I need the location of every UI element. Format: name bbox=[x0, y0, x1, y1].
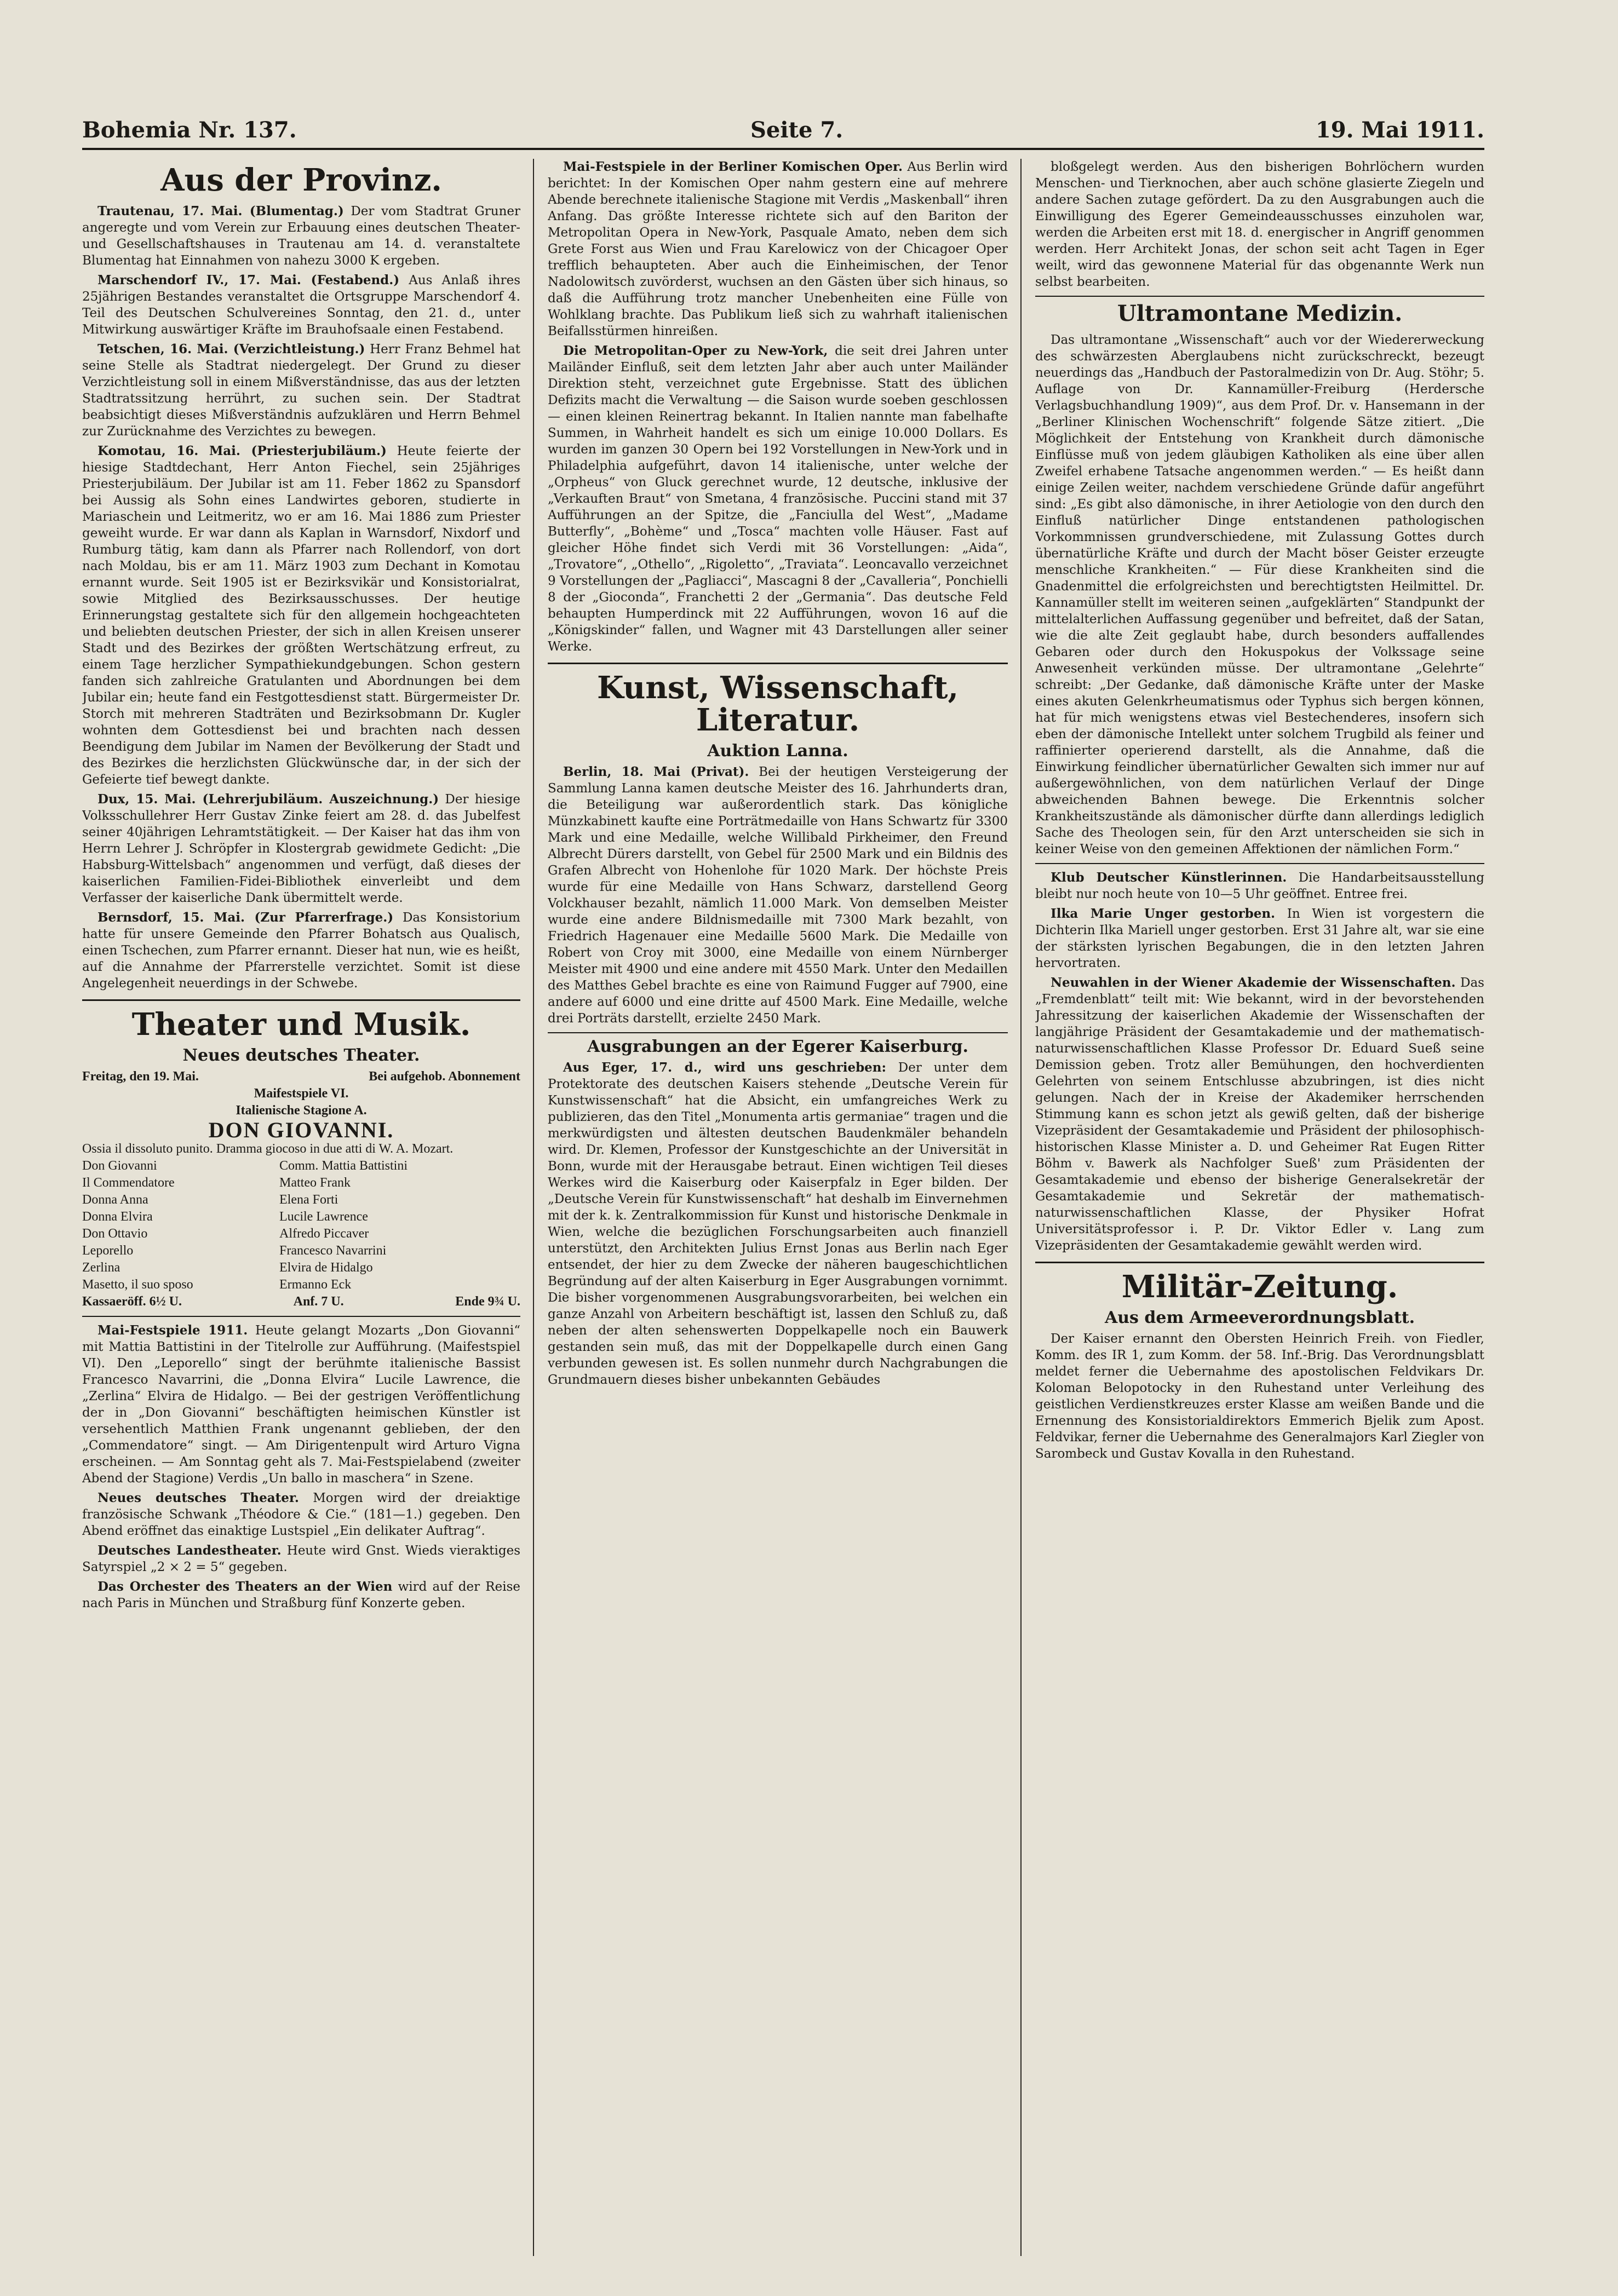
article-text: Die Handarbeitsausstellung bleibt nur noch heute von 10—5 Uhr geöffnet. Entree frei. bbox=[1035, 871, 1484, 901]
article-paragraph bbox=[1035, 870, 1484, 902]
divider bbox=[548, 1032, 1008, 1033]
militaer-article bbox=[1035, 1331, 1484, 1462]
article-paragraph bbox=[548, 159, 1008, 339]
article-lead: Ilka Marie Unger gestorben. bbox=[1051, 906, 1276, 921]
cast-actor: Ermanno Eck bbox=[279, 1277, 352, 1292]
start-time: Anf. 7 U. bbox=[293, 1294, 344, 1309]
article-paragraph bbox=[1035, 906, 1484, 971]
ausgrabungen-text: Der unter dem Protektorate des deutschen Kaisers stehende „Deutsche Verein für Kunstwissenschaft“ hat die Absicht, ein umfangreiches Werk zu publizieren, das den Titel „Monumenta artis germaniae“ tragen und die merkwürdigsten und ältesten deutschen Baudenkmäler behandeln wird. Dr. Klemen, Professor der Kunstgeschichte an der Universität in Bonn, wurde mit der Herausgabe betraut. Einen wichtigen Teil dieses Werkes wird die Kaiserburg oder Kaiserpfalz in Eger bilden. Der „Deutsche Verein für Kunstwissenschaft“ hat deshalb im Einvernehmen mit der k. k. Zentralkommission für Kunst und historische Denkmale in Wien, welche die bezüglichen Forschungsarbeiten auch finanziell unterstützt, den Architekten Julius Ernst Jonas aus Berlin nach Eger entsendet, der hier zu dem Zwecke der näheren baugeschichtlichen Begründung auf der alten Kaiserburg in Eger Ausgrabungen vornimmt. Die bisher vorgenommenen Ausgrabungsvorarbeiten, bei welchen ein ganze Anzahl von Arbeitern beschäftigt ist, lassen den Schluß zu, daß neben der alten sehenswerten Doppelkapelle noch ein Bauwerk gestanden sein muß, das mit der Doppelkapelle durch einen Gang verbunden gewesen ist. Es sollen nunmehr durch Nachgrabungen die Grundmauern dieses bisher unbekannten Gebäudes bbox=[548, 1060, 1008, 1387]
article-lead: Das Orchester des Theaters an der Wien bbox=[97, 1579, 393, 1594]
article-text: die seit drei Jahren unter Mailänder Einfluß, seit dem letzten Jahr aber auch unter Mailänder Direktion steht, verzeichnet gute Ergebnisse. Statt des üblichen Defizits macht die Verwaltung — die Saison wurde soeben geschlossen — einen kleinen Reinertrag bekannt. In Italien nannte man fabelhafte Summen, in Wahrheit handelt es sich um einige 10.000 Dollars. Es wurden im ganzen 30 Opern bei 192 Vorstellungen in New-York und in Philadelphia aufgeführt, davon 14 italienische, unter welche der „Orpheus“ von Gluck gerechnet wurde, 12 deutsche, inklusive der „Verkauften Braut“ von Smetana, 4 französische. Puccini stand mit 37 Aufführungen an der Spitze, die „Fanciulla del West“, „Madame Butterfly“, „Bohème“ und „Tosca“ machten volle Häuser. Fast auf gleicher Höhe findet sich Verdi mit 36 Vorstellungen: „Aida“, „Trovatore“, „Othello“, „Rigoletto“, „Traviata“. Leoncavallo verzeichnet 9 Vorstellungen der „Pagliacci“, Mascagni 8 der „Cavalleria“, Ponchielli 8 der „Gioconda“, Franchetti 2 der „Germania“. Das deutsche Feld behaupten Humperdinck mit 22 Aufführungen, wovon 16 auf die „Königskinder“ fallen, und Wagner mit 43 Darstellungen aller seiner Werke. bbox=[548, 344, 1008, 654]
playbill-festival: Maifestspiele VI. bbox=[254, 1086, 349, 1101]
article-lead: Trautenau, 17. Mai. (Blumentag.) bbox=[97, 203, 344, 218]
auktion-lead: Berlin, 18. Mai (Privat). bbox=[563, 764, 749, 779]
article-lead: Bernsdorf, 15. Mai. (Zur Pfarrerfrage.) bbox=[97, 910, 394, 925]
cast-actor: Comm. Mattia Battistini bbox=[279, 1158, 408, 1173]
article-lead: Die Metropolitan-Oper zu New-York, bbox=[563, 343, 828, 358]
divider bbox=[1035, 1262, 1484, 1263]
militaer-subtitle: Aus dem Armeeverordnungsblatt. bbox=[1104, 1308, 1415, 1327]
ausgrabungen-lead: Aus Eger, 17. d., wird uns geschrieben: bbox=[563, 1060, 887, 1075]
cast-actor: Lucile Lawrence bbox=[279, 1209, 368, 1224]
article-text: Morgen wird der dreiaktige französische Schwank „Théodore & Cie.“ (181—1.) gegeben. Den Abend eröffnet das einaktige Lustspiel „Ein delikater Auftrag“. bbox=[82, 1491, 520, 1538]
militaer-text: Der Kaiser ernannt den Obersten Heinrich Freih. von Fiedler, Komm. des IR 1, zum Komm. der 58. Inf.-Brig. Das Verordnungsblatt meldet ferner die Uebernahme des apostolischen Feldvikars Dr. Koloman Belopotocky in den Ruhestand unter Verleihung des geistlichen Verdienstkreuzes erster Klasse am weißen Bande und die Ernennung des Konsistorialdirektors Emmerich Bjelik zum Apost. Feldvikar, ferner die Uebernahme des Generalmajors Karl Ziegler von Sarombeck und Gustav Kovalla in den Ruhestand. bbox=[1035, 1331, 1484, 1461]
article-text: Herr Franz Behmel hat seine Stelle als Stadtrat niedergelegt. Der Grund zu dieser Verzichtleistung soll in einem Mißverständnisse, das aus der letzten Stadtratssitzung herrührt, zu suchen sein. Der Stadtrat beabsichtigt dieses Mißverständnis aufzuklären und Herrn Behmel zur Zurücknahme des Verzichtes zu bewegen. bbox=[82, 342, 520, 439]
article-paragraph bbox=[82, 1543, 520, 1575]
cast-row bbox=[82, 1276, 520, 1293]
page-number: Seite 7. bbox=[750, 117, 844, 143]
article-lead: Neuwahlen in der Wiener Akademie der Wissenschaften. bbox=[1051, 975, 1456, 990]
article-text: Das „Fremdenblatt“ teilt mit: Wie bekannt, wird in der bevorstehenden Jahressitzung der kaiserlichen Akademie der Wissenschaften der langjährige Präsident der Gesamtakademie und der mathematisch-naturwissenschaftlichen Klasse Professor Dr. Eduard Sueß seine Demission geben. Trotz aller Bemühungen, den hochverdienten Gelehrten von seinem Entschlusse abzubringen, ist dies nicht gelungen. Nach der in Kreise der Akademiker herrschenden Stimmung kann es schon jetzt als gewiß gelten, daß der bisherige Vizepräsident der Gesamtakademie und Präsident der philosophisch-historischen Klasse Minister a. D. und Geheimer Rat Eugen Ritter Böhm v. Bawerk als Nachfolger Sueß' zum Präsidenten der Gesamtakademie und ebenso der bisherige Generalsekretär der Gesamtakademie und Sekretär der mathematisch-naturwissenschaftlichen Klasse, der Physiker Hofrat Universitätsprofessor i. P. Dr. Viktor Edler v. Lang zum Vizepräsidenten der Gesamtakademie gewählt werden wird. bbox=[1035, 976, 1484, 1253]
divider bbox=[82, 999, 520, 1001]
playbill bbox=[82, 1068, 520, 1310]
cast-actor: Matteo Frank bbox=[279, 1175, 351, 1190]
cast-role: Donna Anna bbox=[82, 1192, 148, 1207]
playbill-times bbox=[82, 1293, 520, 1310]
article-text: Aus Berlin wird berichtet: In der Komischen Oper nahm gestern eine auf mehrere Abende berechnete italienische Stagione mit Verdis „Maskenball“ ihren Anfang. Das größte Interesse richtete sich auf den Bariton der Metropolitan Opera in New-York, Pasquale Amato, neben dem sich Grete Forst aus Wien und Frau Karelowicz von der Chicagoer Oper trefflich behaupteten. Aber auch die Einheimischen, der Tenor Nadolowitsch zuvörderst, wuchsen an den Gästen über sich hinaus, so daß die Aufführung trotz mancher Unebenheiten eine Fülle von Wohlklang brachte. Das Publikum ließ sich zu wahrhaft italienischen Beifallsstürmen hinreißen. bbox=[548, 160, 1008, 338]
ausgrabungen-title: Ausgrabungen an der Egerer Kaiserburg. bbox=[587, 1037, 968, 1056]
article-text: Heute feierte der hiesige Stadtdechant, Herr Anton Fiechel, sein 25jähriges Priesterjubiläum. Der Jubilar ist am 11. Feber 1862 zu Spansdorf bei Aussig als Sohn eines Landwirtes geboren, studierte in Mariaschein und Leitmeritz, wo er am 16. Mai 1886 zum Priester geweiht wurde. Er war dann als Kaplan in Warnsdorf, Nixdorf und Rumburg tätig, kam dann als Pfarrer nach Rollendorf, von dort nach Moldau, bis er am 11. März 1903 zum Dechant in Komotau ernannt wurde. Seit 1905 ist er Bezirksvikär und Konsistorialrat, sowie Mitglied des Bezirksausschusses. Der heutige Erinnerungstag gestaltete sich für den allgemein hochgeachteten und beliebten deutschen Priester, der sich in allen Kreisen unserer Stadt und des Bezirkes der größten Wertschätzung erfreut, zu einem Tage herzlicher Sympathiekundgebungen. Schon gestern fanden sich zahlreiche Gratulanten und Abordnungen bei dem Jubilar ein; heute fand ein Festgottesdienst statt. Bürgermeister Dr. Storch mit mehreren Stadträten und Bezirksobmann Dr. Kugler wohnten dem Gottesdienst bei und brachten nach dessen Beendigung dem Jubilar im Namen der Bevölkerung der Stadt und des Bezirkes die herzlichsten Glückwünsche dar, in der sich der Gefeierte tief bewegt dankte. bbox=[82, 444, 520, 787]
article-paragraph bbox=[82, 791, 520, 906]
article-paragraph bbox=[82, 272, 520, 338]
article-lead: Deutsches Landestheater. bbox=[97, 1543, 282, 1558]
cast-actor: Francesco Navarrini bbox=[279, 1243, 387, 1258]
cast-row bbox=[82, 1259, 520, 1276]
article-paragraph bbox=[82, 203, 520, 269]
article-text: Das Konsistorium hatte für unsere Gemeinde den Pfarrer Bohatsch aus Qualisch, einen Tschechen, zum Pfarrer ernannt. Dieser hat nun, wie es heißt, auf die Annahme der Pfarrerstelle verzichtet. Somit ist diese Angelegenheit neuerdings in der Schwebe. bbox=[82, 910, 520, 991]
cast-row bbox=[82, 1175, 520, 1192]
article-paragraph bbox=[82, 1490, 520, 1539]
end-time: Ende 9¾ U. bbox=[455, 1294, 520, 1309]
section-title-provinz: Aus der Provinz. bbox=[160, 162, 442, 198]
auktion-text: Bei der heutigen Versteigerung der Sammlung Lanna kamen deutsche Meister des 16. Jahrhunderts dran, die Beteiligung war außerordentlich stark. Das königliche Münzkabinett kaufte eine Porträtmedaille von Hans Schwartz für 3300 Mark und eine Medaille, welche Willibald Pirkheimer, den Freund Albrecht Dürers darstellt, von Gebel für 2500 Mark und ein Bildnis des Grafen Albrecht von Hohenlohe für 1020 Mark. Der höchste Preis wurde für eine Medaille von Hans Schwarz, darstellend Georg Volckhauser bezahlt, nämlich 11.000 Mark. Von demselben Meister wurde eine andere Bildnismedaille mit 7300 Mark bezahlt, von Friedrich Hagenauer eine Medaille 5600 Mark. Die Medaille von Robert von Croy mit 3000, eine Medaille von einem Nürnberger Meister mit 4900 und eine andere mit 4550 Mark. Unter den Medaillen des Matthes Gebel brachte es eine von Raimund Fugger auf 7900, eine andere auf 6000 und eine dritte auf 4500 Mark. Eine Medaille, welche drei Porträts darstellt, erzielte 2450 Mark. bbox=[548, 764, 1008, 1026]
article-lead: Mai-Festspiele 1911. bbox=[97, 1322, 248, 1338]
ausgrabungen-continuation bbox=[1035, 159, 1484, 290]
playbill-opera: DON GIOVANNI. bbox=[208, 1117, 394, 1142]
article-lead: Mai-Festspiele in der Berliner Komischen Oper. bbox=[563, 159, 903, 174]
ultramontane-article bbox=[1035, 332, 1484, 858]
article-lead: Neues deutsches Theater. bbox=[97, 1490, 299, 1505]
cast-row bbox=[82, 1192, 520, 1209]
cast-row bbox=[82, 1158, 520, 1175]
cast-role: Donna Elvira bbox=[82, 1209, 153, 1224]
article-lead: Tetschen, 16. Mai. (Verzichtleistung.) bbox=[97, 341, 365, 356]
article-paragraph bbox=[82, 1579, 520, 1612]
article-lead: Dux, 15. Mai. (Lehrerjubiläum. Auszeichnung.) bbox=[97, 791, 439, 807]
article-lead: Komotau, 16. Mai. (Priesterjubiläum.) bbox=[97, 443, 387, 458]
article-paragraph bbox=[1035, 975, 1484, 1254]
article-paragraph bbox=[82, 1322, 520, 1487]
cast-actor: Elena Forti bbox=[279, 1192, 338, 1207]
article-lead: Klub Deutscher Künstlerinnen. bbox=[1051, 870, 1287, 885]
section-title-theater: Theater und Musik. bbox=[131, 1006, 471, 1043]
cast-row bbox=[82, 1209, 520, 1225]
ultramontane-title: Ultramontane Medizin. bbox=[1117, 301, 1403, 326]
column-rule-1 bbox=[533, 159, 534, 2256]
article-paragraph bbox=[1035, 159, 1484, 290]
column-3 bbox=[1035, 159, 1484, 2256]
theater-subtitle: Neues deutsches Theater. bbox=[182, 1045, 420, 1065]
article-text: Heute gelangt Mozarts „Don Giovanni“ mit Mattia Battistini in der Titelrolle zur Aufführung. (Maifestspiel VI). Den „Leporello“ singt der berühmte italienische Bassist Francesco Navarrini, die „Donna Elvira“ Lucile Lawrence, die „Zerlina“ Elvira de Hidalgo. — Bei der gestrigen Veröffentlichung der in „Don Giovanni“ beschäftigten heimischen Künstler ist versehentlich Matthien Frank ungenannt geblieben, der den „Commendatore“ singt. — Am Dirigentenpult wird Arturo Vigna erscheinen. — Am Sonntag geht als 7. Mai-Festspielabend (zweiter Abend der Stagione) Verdis „Un ballo in maschera“ in Szene. bbox=[82, 1323, 520, 1486]
cast-row bbox=[82, 1225, 520, 1242]
cast-actor: Alfredo Piccaver bbox=[279, 1226, 369, 1241]
culture-notes bbox=[1035, 870, 1484, 1254]
theater-articles bbox=[82, 1322, 520, 1612]
column-1 bbox=[82, 159, 520, 2256]
article-lead: Marschendorf IV., 17. Mai. (Festabend.) bbox=[97, 272, 400, 287]
box-office-time: Kassaeröff. 6½ U. bbox=[82, 1294, 182, 1309]
article-paragraph bbox=[82, 910, 520, 992]
article-paragraph bbox=[82, 443, 520, 788]
provinz-articles bbox=[82, 203, 520, 992]
article-text: Der vom Stadtrat Gruner angeregte und vom Verein zur Erbauung eines deutschen Theater- und Gesellschaftshauses in Trautenau am 14. d. veranstaltete Blumentag hat Einnahmen von nahezu 3000 K ergeben. bbox=[82, 204, 520, 268]
cast-list bbox=[82, 1158, 520, 1293]
article-text: bloßgelegt werden. Aus den bisherigen Bohrlöchern wurden Menschen- und Tierknochen, aber auch schöne glasierte Ziegeln und andere Sachen zutage gefördert. Da zu den Ausgrabungen auch die Einwilligung des Egerer Gemeindeausschusses einzuholen war, werden die Arbeiten erst mit 18. d. energischer in Angriff genommen werden. Herr Architekt Jonas, der schon seit acht Tagen in Eger weilt, wird das gewonnene Material für das obgenannte Werk nun selbst bearbeiten. bbox=[1035, 160, 1484, 289]
page-header bbox=[82, 110, 1484, 150]
cast-actor: Elvira de Hidalgo bbox=[279, 1260, 373, 1275]
column-rule-2 bbox=[1020, 159, 1022, 2256]
article-text: Aus Anlaß ihres 25jährigen Bestandes veranstaltet die Ortsgruppe Marschendorf 4. Teil des Deutschen Schulvereines Sonntag, den 21. d., unter Mitwirkung auswärtiger Kräfte im Brauhofsaale einen Festabend. bbox=[82, 273, 520, 337]
cast-role: Il Commendatore bbox=[82, 1175, 175, 1190]
divider bbox=[82, 1316, 520, 1317]
auktion-title: Auktion Lanna. bbox=[707, 741, 848, 761]
article-text: Heute wird Gnst. Wieds vieraktiges Satyrspiel „2 × 2 = 5“ gegeben. bbox=[82, 1543, 520, 1574]
divider bbox=[548, 663, 1008, 664]
cast-role: Leporello bbox=[82, 1243, 134, 1258]
opera-articles bbox=[548, 159, 1008, 655]
playbill-stagione: Italienische Stagione A. bbox=[236, 1103, 367, 1118]
ausgrabungen-article bbox=[548, 1060, 1008, 1388]
ultramontane-text: Das ultramontane „Wissenschaft“ auch vor der Wiedererweckung des schwärzesten Aberglaubens nicht zurückschreckt, bezeugt neuerdings das „Handbuch der Pastoralmedizin von Dr. Aug. Stöhr; 5. Auflage von Dr. Kannamüller-Freiburg (Herdersche Verlagsbuchhandlung 1909)“, aus dem Prof. Dr. v. Hansemann in der „Berliner Klinischen Wochenschrift“ folgende Sätze zitiert. „Die Möglichkeit der Entstehung von Krankheit durch dämonische Einflüsse muß von jedem gläubigen Katholiken als eine über allen Zweifel erhabene Tatsache angenommen werden.“ — Es heißt dann einige Zeilen weiter, nachdem verschiedene Gründe dafür angeführt sind: „Es gibt also dämonische, in ihrer Aetiologie von den durch den Einfluß natürlicher Dinge entstandenen pathologischen Vorkommnissen grundverschiedene, mit Zulassung Gottes durch übernatürliche Kräfte und durch der Macht böser Geister erzeugte menschliche Krankheiten.“ — Für diese Krankheiten sind die Gnadenmittel die erfolgreichsten und berechtigtsten Heilmittel. Dr. Kannamüller stellt im weiteren seinen „aufgeklärten“ Standpunkt der mittelalterlichen Auffassung gegenüber und befreitet, daß der Satan, wie die alte Zeit geglaubt habe, durch besonders auffallendes Gebaren oder durch den Hokuspokus der Volkssage seine Anwesenheit verkünden müsse. Der ultramontane „Gelehrte“ schreibt: „Der Gedanke, daß dämonische Kräfte unter der Maske eines akuten Gelenkrheumatismus oder Typhus sich bergen können, hat für mich wenigstens etwas viel Bestechenderes, insofern sich eben der dämonische Intellekt unter solchem Trugbild als feiner und raffinierter operierend darstellt, als die Annahme, daß die Einwirkung feindlicher übernatürlicher Gewalten sich immer nur auf außergewöhnlichen, von dem natürlichen Verlauf der Dinge abweichenden Bahnen bewege. Die Erkenntnis solcher Krankheitszustände als dämonischer dürfte dann allerdings lediglich Sache des Theologen sein, für den Arzt unterscheiden sie sich in keiner Weise von den gemeinen Affektionen der nämlichen Form.“ bbox=[1035, 333, 1484, 856]
article-paragraph bbox=[548, 343, 1008, 655]
article-paragraph bbox=[82, 341, 520, 440]
section-title-militaer: Militär-Zeitung. bbox=[1121, 1269, 1398, 1305]
issue-date: 19. Mai 1911. bbox=[1315, 117, 1484, 143]
column-2 bbox=[548, 159, 1008, 2256]
cast-role: Masetto, il suo sposo bbox=[82, 1277, 193, 1292]
section-title-kunst: Kunst, Wissenschaft, Literatur. bbox=[597, 670, 959, 738]
divider bbox=[1035, 863, 1484, 864]
article-text: wird auf der Reise nach Paris in München und Straßburg fünf Konzerte geben. bbox=[82, 1579, 520, 1610]
issue-label: Bohemia Nr. 137. bbox=[82, 117, 297, 143]
auktion-article bbox=[548, 764, 1008, 1027]
cast-role: Don Giovanni bbox=[82, 1158, 157, 1173]
playbill-description: Ossia il dissoluto punito. Dramma giocoso in due atti di W. A. Mozart. bbox=[82, 1141, 454, 1156]
cast-row bbox=[82, 1242, 520, 1259]
cast-role: Zerlina bbox=[82, 1260, 121, 1275]
playbill-date: Freitag, den 19. Mai. bbox=[82, 1069, 199, 1084]
article-text: In Wien ist vorgestern die Dichterin Ilka Mariell unger gestorben. Erst 31 Jahre alt, war sie eine der stärksten lyrischen Begabungen, die in den letzten Jahren hervortraten. bbox=[1035, 907, 1484, 970]
article-text: Der hiesige Volksschullehrer Herr Gustav Zinke feiert am 28. d. das Jubelfest seiner 40jährigen Lehramtstätigkeit. — Der Kaiser hat das ihm von Herrn Lehrer J. Schröpfer in Klostergrab gewidmete Gedicht: „Die Habsburg-Wittelsbach“ angenommen und verfügt, daß dieses der kaiserlichen Familien-Fidei-Bibliothek einverleibt und dem Verfasser der kaiserliche Dank übermittelt werde. bbox=[82, 792, 520, 905]
cast-role: Don Ottavio bbox=[82, 1226, 148, 1241]
newspaper-page bbox=[82, 110, 1484, 2256]
playbill-abonnement: Bei aufgehob. Abonnement bbox=[369, 1069, 520, 1084]
divider bbox=[1035, 296, 1484, 297]
